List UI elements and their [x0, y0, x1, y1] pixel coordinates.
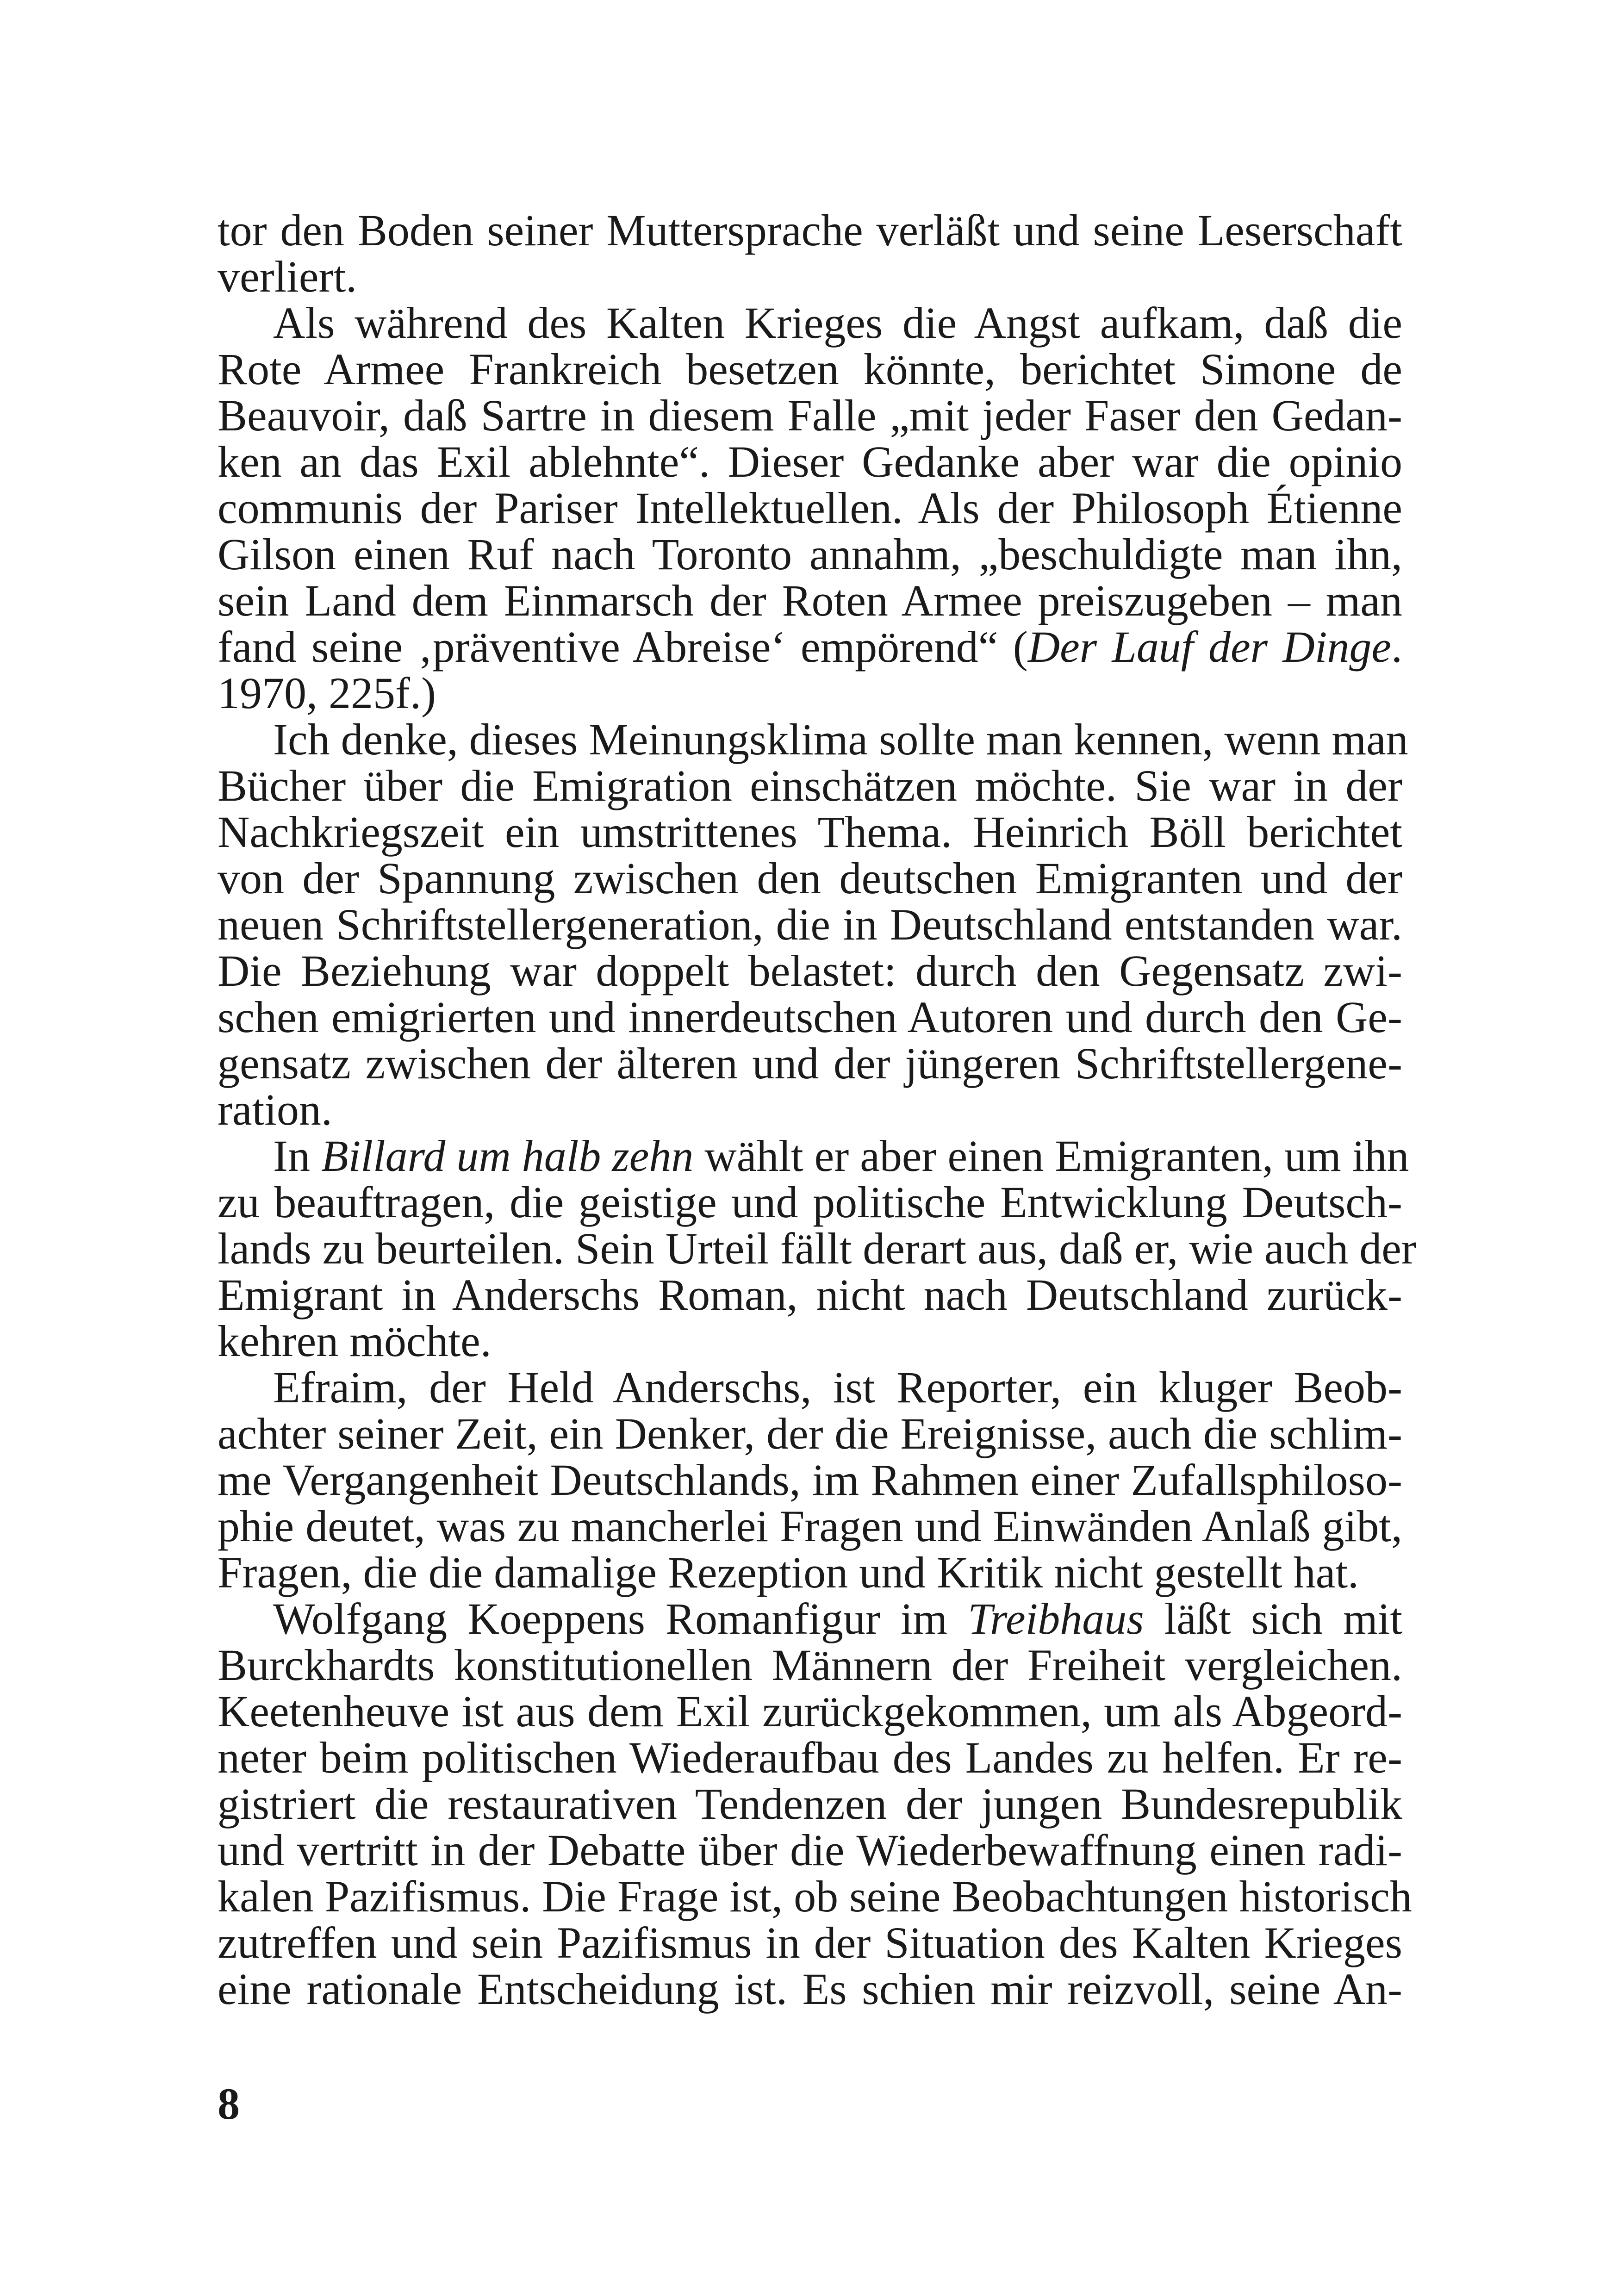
text-run: In	[273, 1131, 321, 1181]
text-line: sein Land dem Einmarsch der Roten Armee preiszugeben – man	[218, 576, 1402, 625]
text-line: schen emigrierten und innerdeutschen Autoren und durch den Ge-	[218, 992, 1402, 1042]
text-line: Burckhardts konstitutionellen Männern der Freiheit vergleichen.	[218, 1640, 1402, 1690]
text-line: lands zu beurteilen. Sein Urteil fällt derart aus, daß er, wie auch der	[218, 1224, 1416, 1273]
text-line: kalen Pazifismus. Die Frage ist, ob seine Beobachtungen historisch	[218, 1872, 1412, 1921]
text-line: kehren möchte.	[218, 1316, 492, 1366]
italic-title: Billard um halb zehn	[321, 1131, 694, 1181]
text-run: wählt er aber einen Emigranten, um ihn	[693, 1131, 1409, 1181]
text-line: eine rationale Entscheidung ist. Es schien mir reizvoll, seine An-	[218, 1964, 1402, 2014]
text-line: gistriert die restaurativen Tendenzen der jungen Bundesrepublik	[218, 1779, 1402, 1829]
text-run: .	[1391, 622, 1403, 672]
text-line: Fragen, die die damalige Rezeption und Kritik nicht gestellt hat.	[218, 1548, 1359, 1597]
text-line: Efraim, der Held Anderschs, ist Reporter, ein kluger Beob-	[273, 1363, 1402, 1412]
text-line: phie deutet, was zu mancherlei Fragen und Einwänden Anlaß gibt,	[218, 1501, 1402, 1551]
text-line: neuen Schriftstellergeneration, die in Deutschland entstanden war.	[218, 900, 1402, 949]
text-run: fand seine ‚präventive Abreise‘ empörend“ (	[218, 622, 1028, 672]
text-line: ration.	[218, 1085, 332, 1134]
text-line	[218, 1131, 1409, 1181]
text-line: Beauvoir, daß Sartre in diesem Falle „mit jeder Faser den Gedan-	[218, 391, 1402, 440]
text-line	[218, 1596, 1402, 1642]
paragraph	[218, 1594, 1412, 2014]
italic-title: Der Lauf der Dinge	[1027, 622, 1392, 672]
text-line: communis der Pariser Intellektuellen. Als der Philosoph Étienne	[218, 483, 1402, 533]
text-line: zutreffen und sein Pazifismus in der Situation des Kalten Krieges	[218, 1918, 1402, 1967]
paragraph	[218, 207, 1402, 300]
text-line: Als während des Kalten Krieges die Angst aufkam, daß die	[273, 298, 1402, 348]
text-line: Keetenheuve ist aus dem Exil zurückgekommen, um als Abgeord-	[218, 1686, 1402, 1736]
text-line: Die Beziehung war doppelt belastet: durch den Gegensatz zwi-	[218, 946, 1402, 996]
text-line: achter seiner Zeit, ein Denker, der die Ereignisse, auch die schlim-	[218, 1409, 1402, 1458]
italic-title: Treibhaus	[968, 1594, 1144, 1643]
text-line: Nachkriegszeit ein umstrittenes Thema. Heinrich Böll berichtet	[218, 807, 1402, 857]
text-line: Bücher über die Emigration einschätzen möchte. Sie war in der	[218, 761, 1402, 810]
paragraph	[218, 1131, 1416, 1366]
paragraph	[218, 300, 1402, 716]
text-line: me Vergangenheit Deutschlands, im Rahmen einer Zufallsphiloso-	[218, 1455, 1402, 1505]
text-run: Wolfgang Koeppens Romanfigur im	[273, 1594, 968, 1643]
text-line: Gilson einen Ruf nach Toronto annahm, „beschuldigte man ihn,	[218, 529, 1402, 579]
text-run: läßt sich mit	[1144, 1594, 1403, 1643]
text-line: von der Spannung zwischen den deutschen Emigranten und der	[218, 853, 1402, 903]
text-line: Rote Armee Frankreich besetzen könnte, berichtet Simone de	[218, 344, 1402, 394]
paragraph	[218, 1364, 1402, 1596]
text-line: ken an das Exil ablehnte“. Dieser Gedanke aber war die opinio	[218, 437, 1402, 486]
text-line: gensatz zwischen der älteren und der jüngeren Schriftstellergene-	[218, 1039, 1402, 1088]
text-line: tor den Boden seiner Muttersprache verläßt und seine Leserschaft	[218, 205, 1402, 255]
text-line: neter beim politischen Wiederaufbau des Landes zu helfen. Er re-	[218, 1733, 1402, 1782]
body-text	[218, 205, 1416, 2014]
text-line: verliert.	[218, 252, 357, 301]
text-line: Emigrant in Anderschs Roman, nicht nach Deutschland zurück-	[218, 1270, 1402, 1319]
text-line: zu beauftragen, die geistige und politische Entwicklung Deutsch-	[218, 1177, 1402, 1227]
text-line	[218, 624, 1402, 670]
text-line: Ich denke, dieses Meinungsklima sollte man kennen, wenn man	[273, 715, 1408, 764]
text-line: und vertritt in der Debatte über die Wiederbewaffnung einen radi-	[218, 1825, 1402, 1875]
page-number: 8	[218, 2079, 240, 2128]
paragraph	[218, 715, 1408, 1134]
text-line: 1970, 225f.)	[218, 668, 436, 718]
